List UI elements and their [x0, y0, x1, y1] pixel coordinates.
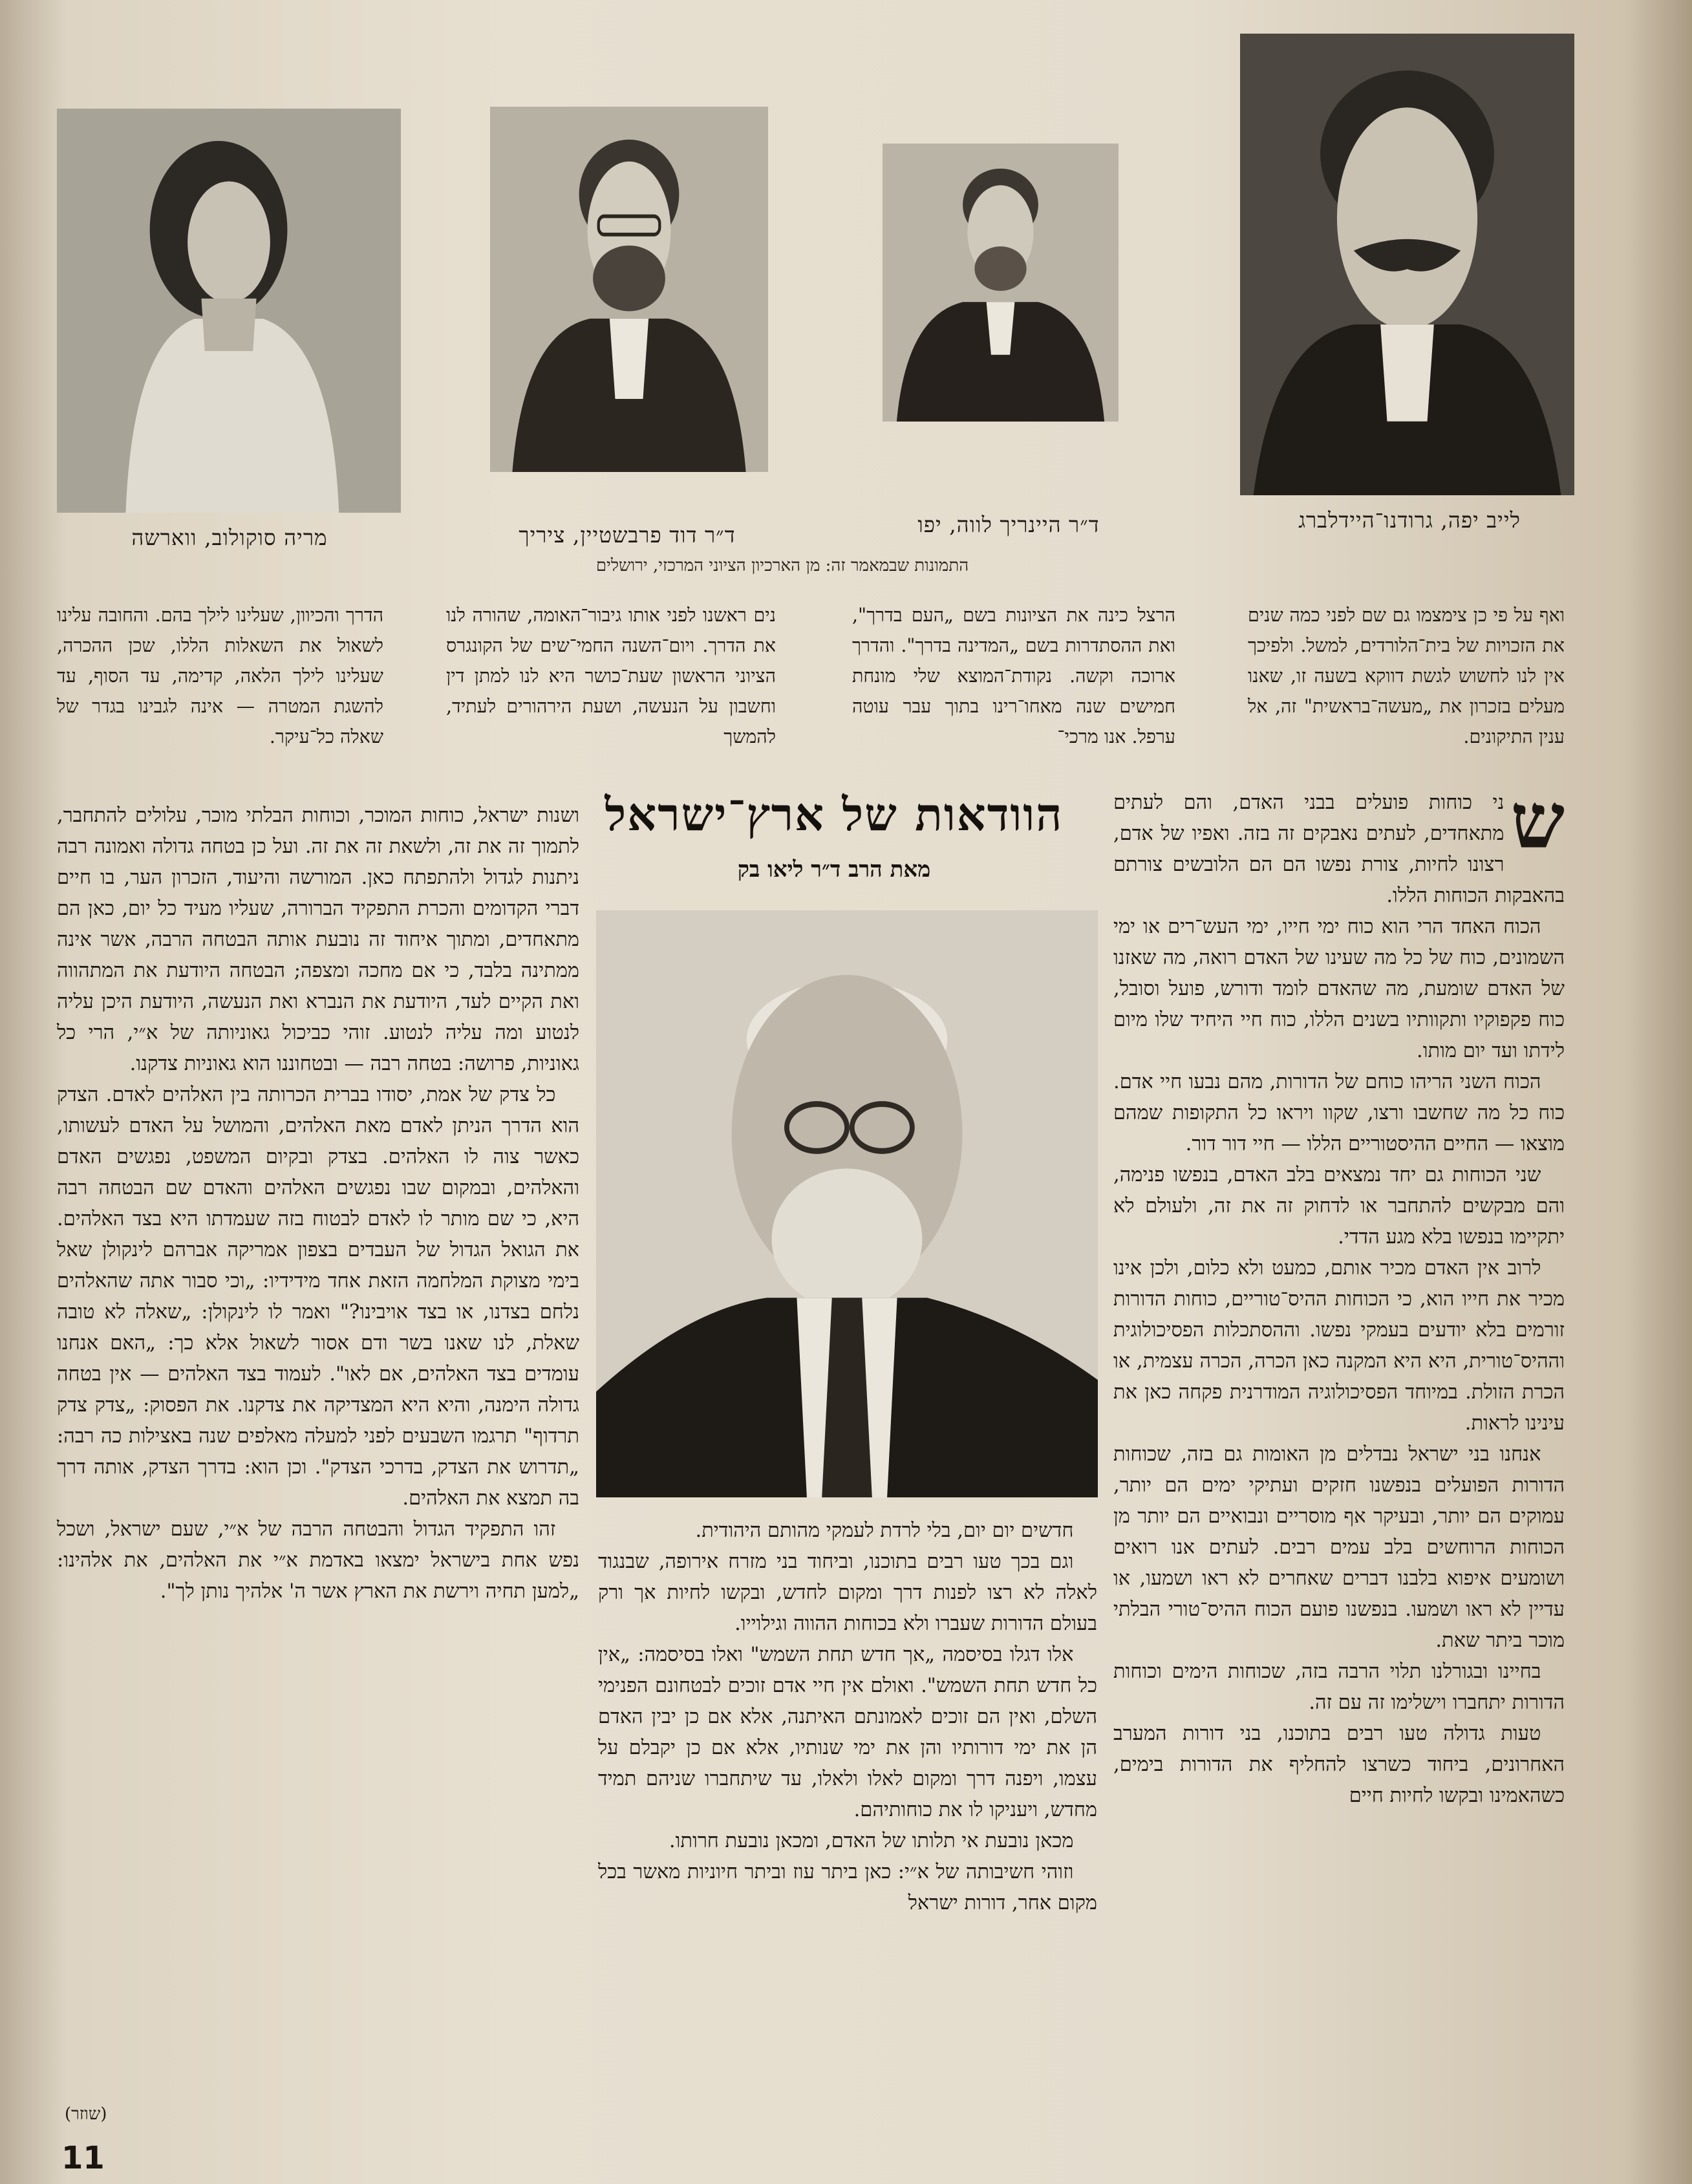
top-column-4: הדרך והכיוון, שעלינו לילך בהם. והחובה עלינו לשאול את השאלות הללו, שכן ההכרה, שעלינו לילך הלאה, קדימה, עד הסוף, עד להשגת המטרה — אינה לגבינו בגדר של שאלה כל־עיקר. [57, 605, 383, 747]
photo-credit: התמונות שבמאמר זה: מן הארכיון הציוני המרכזי, ירושלים [595, 556, 969, 575]
portrait-heinrich-loewe [883, 144, 1119, 422]
article-byline: מאת הרב ד״ר ליאו בק [737, 857, 931, 883]
article-title: הוודאות של ארץ־ישראל [605, 787, 1064, 841]
top-column-2: הרצל כינה את הציונות בשם „העם בדרך", ואת ההסתדרות בשם „המדינה בדרך". והדרך ארוכה וקשה. נקודת־המוצא שלי מונחת חמישים שנה מאחו־רינו בתוך עבר עוטה ערפל. אנו מרכי־ [852, 605, 1175, 747]
translator-credit: (שוזר) [65, 2104, 107, 2124]
article-dropcap: ש [1510, 776, 1565, 866]
caption-david-farbstein: ד״ר דוד פרבשטיין, ציריך [519, 522, 736, 548]
top-column-1: ואף על פי כן צימצמו גם שם לפני כמה שנים את הזכויות של בית־הלורדים, למשל. ולפיכך אין לנו לחשוש לגשת דווקא בשעה זו, שאנו מעלים בזכרון את „מעשה־בראשית" זה, אל ענין התיקונים. [1248, 605, 1565, 747]
portrait-maria-sokolov [57, 109, 401, 513]
caption-leib-jaffe: לייב יפה, גרודנו־היידלברג [1298, 508, 1521, 533]
portrait-leo-baeck [596, 910, 1098, 1497]
caption-maria-sokolov: מריה סוקולוב, ווארשה [131, 525, 328, 550]
article-left-column: ושנות ישראל, כוחות המוכר, וכוחות הבלתי מוכר, עלולים להתחבר, לתמוך זה את זה, ולשאת זה את זה. ועל כן בטחה גדולה ואמונה רבה ניתנות לגדול ולהתפתח כאן. המורשה והיעוד, הזכרון הער, בו חיים דברי הקדומים והכרת התפקיד הברורה, שעליו מעיד כל יום, כאן הם מתאחדים, ומתוך איחוד זה נובעת אותה הבטחה הרבה, אשר אינה ממתינה בלבד, כי אם מחכה ומצפה; הבטחה היודעת את המתהווה ואת הקיים לעד, היודעת את הנברא ואת הנעשה, היודעת היכן עליה לנטוע ומה עליה לנטוע. זוהי כביכול גאוניותה של א״י, הרי כל גאוניות, פרושה: בטחה רבה — ובטחוננו הוא גאוניות צדקנו. כל צדק של אמת, יסודו בברית הכרותה בין האלהים לאדם. הצדק הוא הדרך הניתן לאדם מאת האלהים, והמושל על האדם לעשותו, כאשר צוה לו האלהים. בצדק ובקיום המשפט, נפגשים האדם והאלהים, ובמקום שבו נפגשים האלהים והאדם שם הבטחה רבה היא, כי שם מותר לו לאדם לבטוח בזה שעמדתו היא בצד האלהים. את הגואל הגדול של העבדים בצפון אמריקה אברהם לינקולן שאל בימי מצוקת המלחמה הזאת אחד מידידיו: „וכי סבור אתה שהאלהים נלחם בצדנו, או בצד אויבינו?" ואמר לו לינקולן: „שאלה לא טובה שאלת, לנו שאנו בשר ודם אסור לשאול אלא כך: „האם אנחנו עומדים בצד האלהים, אם לאו". לעמוד בצד האלהים — אין בטחה גדולה הימנה, והיא היא המצדיקה את צדקנו. את הפסוק: „צדק צדק תרדוף" תרגמו השבעים לפני למעלה מאלפים שנה באצילות כה רבה: „תדרוש את הצדק, בדרכי הצדק". וכן הוא: בדרך הצדק, אותה דרך בה תמצא את האלהים. זהו התפקיד הגדול והבטחה הרבה של א״י, שעם ישראל, ושכל נפש אחת בישראל ימצאו באדמת א״י את האלהים, את אלהינו: „למען תחיה וירשת את הארץ אשר ה' אלהיך נותן לך". [57, 804, 579, 1603]
portrait-leib-jaffe [1240, 34, 1574, 495]
page-number: 11 [61, 2140, 105, 2176]
top-column-3: נים ראשנו לפני אותו גיבור־האומה, שהורה לנו את הדרך. ויום־השנה החמי־שים של הקונגרס הציוני הראשון שעת־כושר היא לנו למתן דין וחשבון על הנעשה, ושעת הירהורים לעתיד, להמשך [446, 605, 776, 747]
portrait-david-farbstein [490, 107, 768, 472]
article-right-column: ש ני כוחות פועלים בבני האדם, והם לעתים מתאחדים, לעתים נאבקים זה בזה. ואפיו של אדם, רצונו לחיות, צורת נפשו הם הם הלובשים צורתם בהאבקות הכוחות הללו. הכוח האחד הרי הוא כוח ימי חייו, ימי העש־רים או ימי השמונים, כוח של כל מה שעינו של האדם רואה, מה שאזנו של האדם שומעת, מה שהאדם לומד ודורש, פועל וסובל, כוח פקפוקיו ותקוותיו בשנים הללו, כוח חיי היחיד שלו מיום לידתו ועד יום מותו. הכוח השני הריהו כוחם של הדורות, מהם נבעו חיי אדם. כוח כל מה שחשבו ורצו, שקוו ויראו כל התקופות שמהם מוצאו — החיים ההיסטוריים הללו — חיי דור דור. שני הכוחות גם יחד נמצאים בלב האדם, בנפשו פנימה, והם מבקשים להתחבר או לדחוק זה את זה, ולעולם לא יתקיימו בנפשו בלא מגע הדדי. לרוב אין האדם מכיר אותם, כמעט ולא כלום, ולכן אינו מכיר את חייו הוא, כי הכוחות ההיס־טוריים, כוחות הדורות זורמים בלא יודעים בעמקי נפשו. וההסתכלות הפסיכולוגית וההיס־טורית, היא היא המקנה כאן הכרה, הכרה עצמית, או הכרת הזולת. במיוחד הפסיכולוגיה המודרנית פקחה כאן את עינינו לראות. אנחנו בני ישראל נבדלים מן האומות גם בזה, שכוחות הדורות הפועלים בנפשנו חזקים ועתיקי ימים הם יותר, עמוקים הם יותר, ובעיקר אף מוסריים ונבואיים הם יותר מן הכוחות הרוחשים בלב עמים רבים. לעתים אנו רואים ושומעים איפוא בלבנו דברים שאחרים לא ראו ושמעו, או עדיין לא ראו ושמעו. בנפשנו פועם הכוח ההיס־טורי הבלתי מוכר ביתר שאת. בחיינו ובגורלנו תלוי הרבה בזה, שכוחות הימים וכוחות הדורות יתחברו וישלימו זה עם זה. טעות גדולה טעו רבים בתוכנו, בני דורות המערב האחרונים, ביחוד כשרצו להחליף את הדורות בימים, כשהאמינו ובקשו לחיות חיים [1113, 776, 1565, 1807]
caption-heinrich-loewe: ד״ר היינריך לווה, יפו [917, 512, 1100, 537]
article-middle-column: חדשים יום יום, בלי לרדת לעמקי מהותם היהודית. וגם בכך טעו רבים בתוכנו, וביחוד בני מזרח אירופה, שבנגוד לאלה לא רצו לפנות דרך ומקום לחדש, ובקשו לחיות אך ורק בעולם הדורות שעברו ולא בכוחות ההווה וגילוייו. אלו דגלו בסיסמה „אך חדש תחת השמש" ואלו בסיסמה: „אין כל חדש תחת השמש". ואולם אין חיי אדם זוכים לבטחונם הפנימי השלם, ואין הם זוכים לאמונתם האיתנה, אלא אם כן יבין האדם הן את ימי דורותיו והן את ימי שנותיו, אלא אם כן יקבלם על עצמו, ויפנה דרך ומקום לאלו ולאלו, עד שיתחברו שניהם תמיד מחדש, ויעניקו לו את כוחותיהם. מכאן נובעת אי תלותו של האדם, ומכאן נובעת חרותו. וזוהי חשיבותה של א״י: כאן ביתר עוז וביתר חיוניות מאשר בכל מקום אחר, דורות ישראל [598, 1519, 1097, 1914]
